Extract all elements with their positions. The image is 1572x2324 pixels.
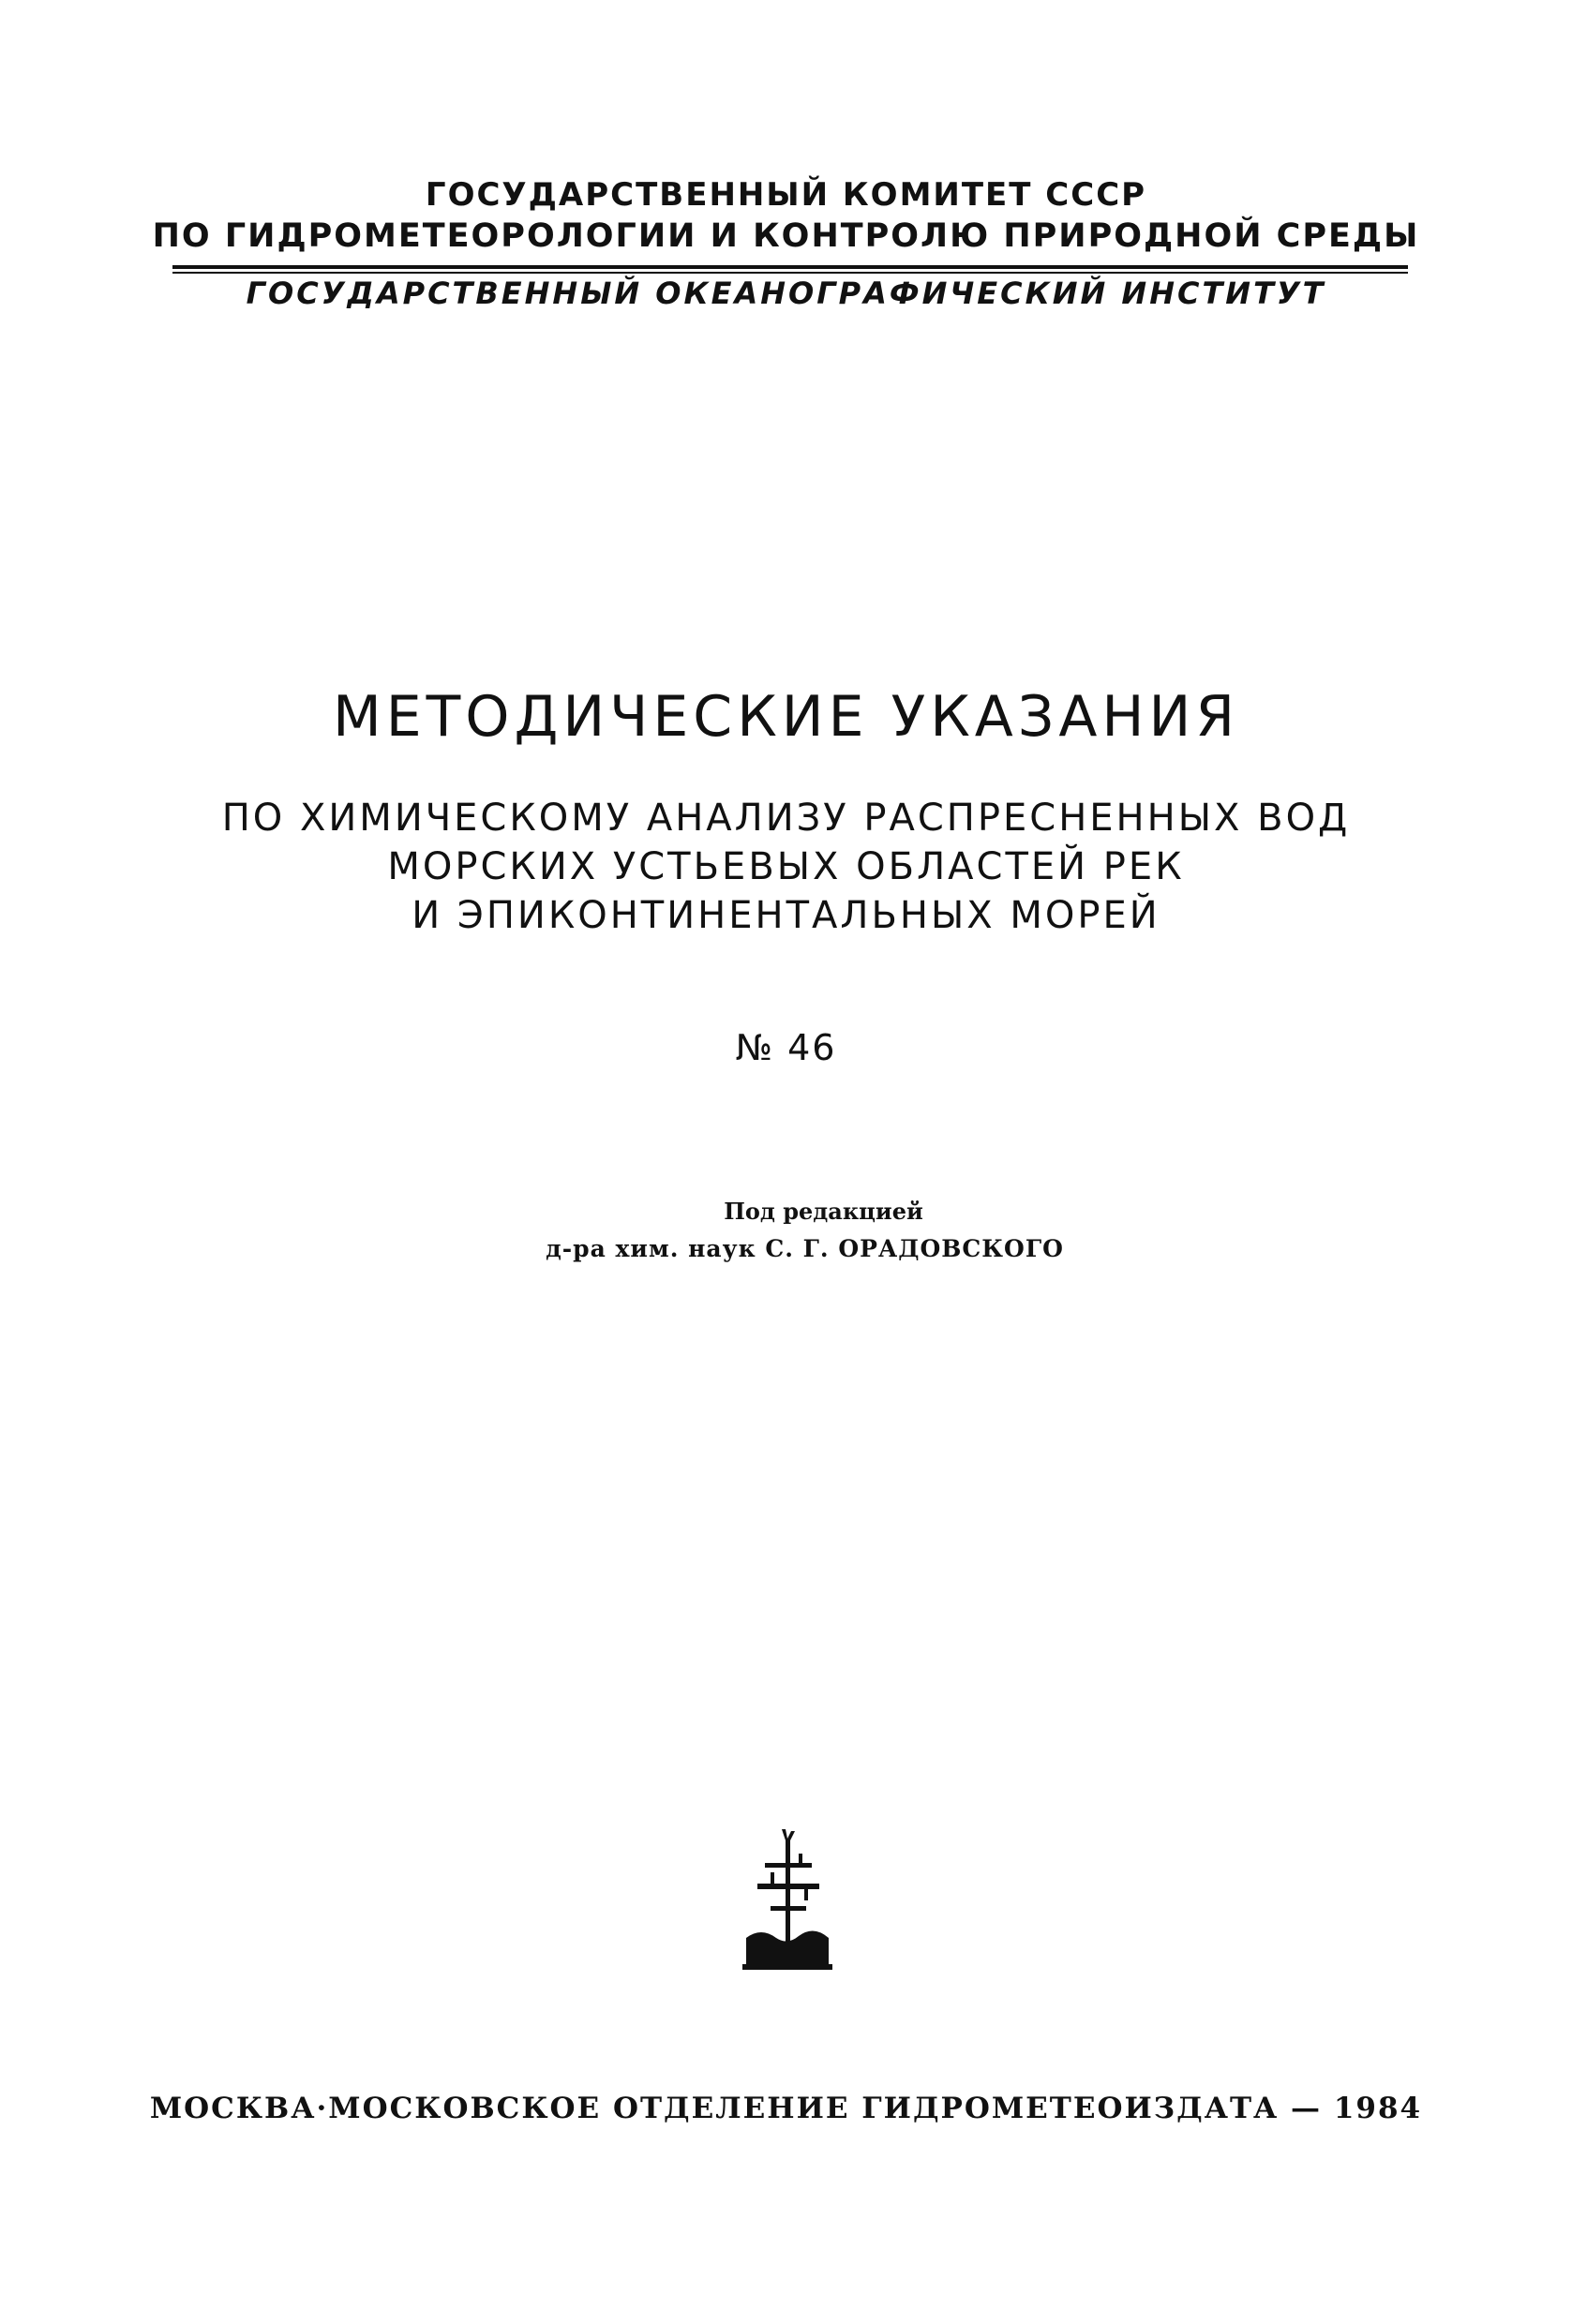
header-divider-thick [172,265,1408,269]
document-title: МЕТОДИЧЕСКИЕ УКАЗАНИЯ [332,684,1240,750]
document-subtitle-line-3: И ЭПИКОНТИНЕНТАЛЬНЫХ МОРЕЙ [412,894,1160,937]
editor-label: Под редакцией [724,1198,923,1225]
header-institute: ГОСУДАРСТВЕННЫЙ ОКЕАНОГРАФИЧЕСКИЙ ИНСТИТУТ [246,276,1326,311]
header-committee-scope: ПО ГИДРОМЕТЕОРОЛОГИИ И КОНТРОЛЮ ПРИРОДНОЙ СРЕДЫ [152,217,1420,255]
issue-number: № 46 [735,1027,837,1068]
publisher-imprint: МОСКВА·МОСКОВСКОЕ ОТДЕЛЕНИЕ ГИДРОМЕТЕОИЗДАТА — 1984 [149,2092,1423,2125]
editor-name: д-ра хим. наук С. Г. ОРАДОВСКОГО [546,1235,1064,1262]
publisher-emblem-icon [729,1825,846,1975]
header-committee: ГОСУДАРСТВЕННЫЙ КОМИТЕТ СССР [425,176,1147,214]
document-subtitle-line-1: ПО ХИМИЧЕСКОМУ АНАЛИЗУ РАСПРЕСНЕННЫХ ВОД [221,797,1351,840]
document-subtitle-line-2: МОРСКИХ УСТЬЕВЫХ ОБЛАСТЕЙ РЕК [387,845,1185,888]
header-divider-thin [172,272,1408,274]
